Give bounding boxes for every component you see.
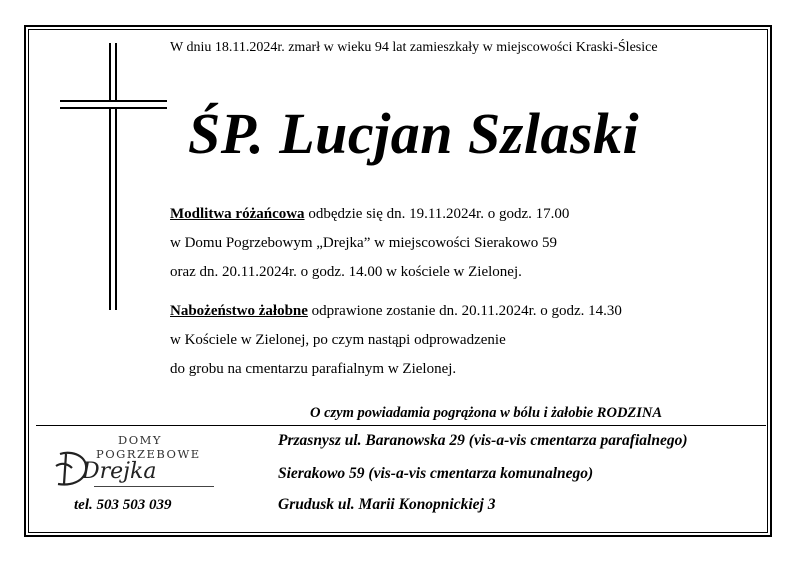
rosary-line3: oraz dn. 20.11.2024r. o godz. 14.00 w kościele w Zielonej. bbox=[170, 264, 522, 280]
service-label: Nabożeństwo żałobne bbox=[170, 303, 308, 319]
family-signoff: O czym powiadamia pogrążona w bólu i żałobie RODZINA bbox=[310, 405, 663, 421]
rosary-line1: odbędzie się dn. 19.11.2024r. o godz. 17.00 bbox=[304, 206, 570, 222]
logo-line1: DOMY bbox=[118, 433, 163, 447]
rosary-label: Modlitwa różańcowa bbox=[170, 206, 305, 222]
funeral-home-logo bbox=[48, 430, 218, 496]
intro-text: W dniu 18.11.2024r. zmarł w wieku 94 lat zamieszkały w miejscowości Kraski-Ślesice bbox=[170, 40, 658, 55]
address-sierakowo: Sierakowo 59 (vis-a-vis cmentarza komunalnego) bbox=[278, 465, 594, 482]
deceased-name: ŚP. Lucjan Szlaski bbox=[188, 101, 640, 166]
service-paragraph bbox=[170, 297, 622, 384]
phone-number: tel. 503 503 039 bbox=[74, 497, 172, 513]
service-line2: w Kościele w Zielonej, po czym nastąpi odprowadzenie bbox=[170, 332, 506, 348]
separator-line bbox=[36, 425, 766, 426]
address-przasnysz: Przasnysz ul. Baranowska 29 (vis-a-vis cmentarza parafialnego) bbox=[278, 432, 688, 449]
logo-line2: POGRZEBOWE bbox=[96, 447, 201, 461]
service-line1: odprawione zostanie dn. 20.11.2024r. o godz. 14.30 bbox=[307, 303, 622, 319]
service-line3: do grobu na cmentarzu parafialnym w Zielonej. bbox=[170, 361, 457, 377]
logo-underline bbox=[94, 486, 214, 487]
address-grudusk: Grudusk ul. Marii Konopnickiej 3 bbox=[278, 496, 496, 513]
rosary-paragraph bbox=[170, 200, 569, 287]
logo-script: Drejka bbox=[82, 459, 157, 484]
rosary-line2: w Domu Pogrzebowym „Drejka” w miejscowości Sierakowo 59 bbox=[170, 235, 557, 251]
